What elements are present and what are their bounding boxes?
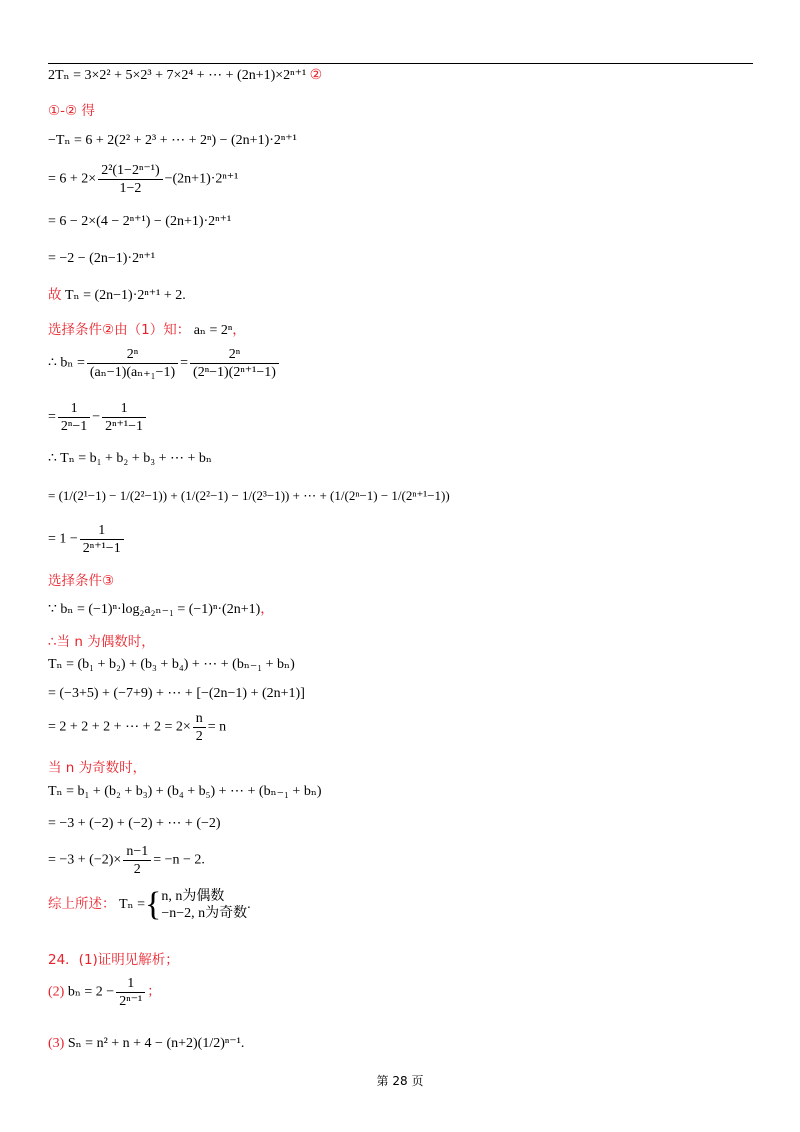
even-step1: Tₙ = (b₁ + b₂) + (b₃ + b₄) + ⋯ + (bₙ₋₁ + bₙ) [48, 657, 295, 672]
even-case-label: ∴当 n 为偶数时， [48, 634, 155, 650]
bn2-numerator-1: 1 [58, 400, 90, 418]
bn2-prefix: = [48, 409, 56, 425]
bn-denominator-1: (aₙ−1)(aₙ₊₁−1) [89, 365, 176, 380]
condition2-equation: aₙ = 2ⁿ [193, 323, 233, 338]
step5-equation: = 6 − 2×(4 − 2ⁿ⁺¹) − (2n+1)·2ⁿ⁺¹ [48, 214, 232, 229]
bn-fraction-1 [87, 346, 178, 381]
summary-brace: { [145, 886, 162, 923]
step1-mark: ② [309, 68, 323, 83]
tn-sum-equation: ∴ Tₙ = b₁ + b₂ + b₃ + ⋯ + bₙ [48, 451, 212, 466]
summary-line [48, 888, 251, 922]
summary-lhs: Tₙ = [119, 897, 146, 913]
step7-prefix: 故 [48, 287, 62, 303]
step4-suffix: −(2n+1)·2ⁿ⁺¹ [164, 171, 239, 187]
bn2-fraction-1 [58, 400, 90, 435]
even-step2: = (−3+5) + (−7+9) + ⋯ + [−(2n−1) + (2n+1)] [48, 686, 305, 701]
q24-part1: 24．(1)证明见解析； [48, 952, 179, 968]
even-step3-denominator: 2 [195, 729, 203, 744]
odd-step3-numerator: n−1 [123, 843, 151, 861]
tn-result-line [48, 522, 126, 557]
step7-equation: Tₙ = (2n−1)·2ⁿ⁺¹ + 2 [65, 288, 183, 303]
q24-part2-end: ； [147, 983, 161, 1000]
bn2-denominator-1: 2ⁿ−1 [60, 419, 88, 434]
bn-equals: = [180, 355, 189, 371]
step6-equation: = −2 − (2n−1)·2ⁿ⁺¹ [48, 251, 156, 266]
condition2-end: ， [232, 322, 246, 338]
odd-case-label: 当 n 为奇数时， [48, 760, 147, 776]
step4-fraction [98, 162, 162, 197]
q24-part2-fraction [116, 975, 145, 1010]
tn-result-fraction [80, 522, 124, 557]
q24-part2-line [48, 975, 161, 1010]
q24-part3-line [48, 1035, 244, 1052]
even-step3-suffix: = n [207, 719, 227, 735]
step2-label: ①-② 得 [48, 103, 95, 119]
q24-part2-numerator: 1 [116, 975, 145, 993]
bn2-numerator-2: 1 [102, 400, 146, 418]
bn2-fraction-2 [102, 400, 146, 435]
step3-equation: −Tₙ = 6 + 2(2² + 2³ + ⋯ + 2ⁿ) − (2n+1)·2ⁿ⁺¹ [48, 133, 297, 148]
condition3-equation: ∵ bₙ = (−1)ⁿ·log₂a₂ₙ₋₁ = (−1)ⁿ·(2n+1) [48, 602, 261, 617]
step1-equation: 2Tₙ = 3×2² + 5×2³ + 7×2⁴ + ⋯ + (2n+1)×2ⁿ⁺¹ [48, 68, 307, 83]
bn-numerator-2: 2ⁿ [190, 346, 279, 364]
condition2-label: 选择条件②由（1）知： [48, 322, 191, 338]
q24-part3-equation: Sₙ = n² + n + 4 − (n+2)(1/2)ⁿ⁻¹ [67, 1036, 241, 1051]
step1-line [48, 67, 322, 84]
step4-numerator: 2²(1−2ⁿ⁻¹) [98, 162, 162, 180]
condition2-line [48, 318, 246, 339]
q24-part3-label: (3) [48, 1036, 65, 1051]
summary-cases [161, 888, 247, 922]
tn-result-denominator: 2ⁿ⁺¹−1 [82, 541, 121, 556]
condition3-line [48, 597, 274, 618]
condition3-label: 选择条件③ [48, 573, 115, 589]
even-step3-numerator: n [193, 710, 206, 728]
page-number: 第 28 页 [376, 1074, 424, 1088]
bn-numerator-1: 2ⁿ [87, 346, 178, 364]
step4-line [48, 162, 238, 197]
odd-step3-denominator: 2 [133, 862, 141, 877]
odd-step3-line [48, 843, 205, 878]
odd-step3-fraction [123, 843, 151, 878]
bn-fraction-2 [190, 346, 279, 381]
q24-part2-prefix: bₙ = 2 − [67, 984, 115, 1000]
summary-case-even: n, n为偶数 [161, 889, 225, 904]
tn-result-numerator: 1 [80, 522, 124, 540]
tn-expand-equation: = (1/(2¹−1) − 1/(2²−1)) + (1/(2²−1) − 1/(2³−1)) + ⋯ + (1/(2ⁿ−1) − 1/(2ⁿ⁺¹−1)) [48, 488, 450, 503]
even-step3-fraction [193, 710, 206, 745]
step4-prefix: = 6 + 2× [48, 171, 97, 187]
q24-part2-denominator: 2ⁿ⁻¹ [119, 994, 143, 1009]
even-step3-line [48, 710, 226, 745]
odd-step2: = −3 + (−2) + (−2) + ⋯ + (−2) [48, 816, 221, 831]
bn2-line [48, 400, 148, 435]
q24-part2-label: (2) [48, 984, 65, 1000]
step4-denominator: 1−2 [119, 181, 142, 196]
summary-label: 综上所述： [48, 896, 116, 913]
q24-part3-end: . [240, 1036, 245, 1051]
bn-line [48, 346, 281, 381]
bn2-denominator-2: 2ⁿ⁺¹−1 [105, 419, 144, 434]
bn2-minus: − [92, 409, 101, 425]
header-rule [48, 63, 753, 64]
step7-line [48, 283, 186, 304]
summary-end: . [247, 897, 251, 913]
even-step3-prefix: = 2 + 2 + 2 + ⋯ + 2 = 2× [48, 719, 191, 735]
tn-result-prefix: = 1 − [48, 531, 78, 547]
odd-step3-suffix: = −n − 2. [153, 852, 205, 868]
bn-prefix: ∴ bₙ = [48, 355, 85, 371]
odd-step3-prefix: = −3 + (−2)× [48, 852, 122, 868]
step7-end: . [182, 288, 186, 303]
summary-case-odd: −n−2, n为奇数 [161, 906, 248, 921]
bn-denominator-2: (2ⁿ−1)(2ⁿ⁺¹−1) [193, 365, 276, 380]
odd-step1: Tₙ = b₁ + (b₂ + b₃) + (b₄ + b₅) + ⋯ + (bₙ₋₁ + bₙ) [48, 784, 322, 799]
condition3-end: ， [260, 601, 274, 617]
